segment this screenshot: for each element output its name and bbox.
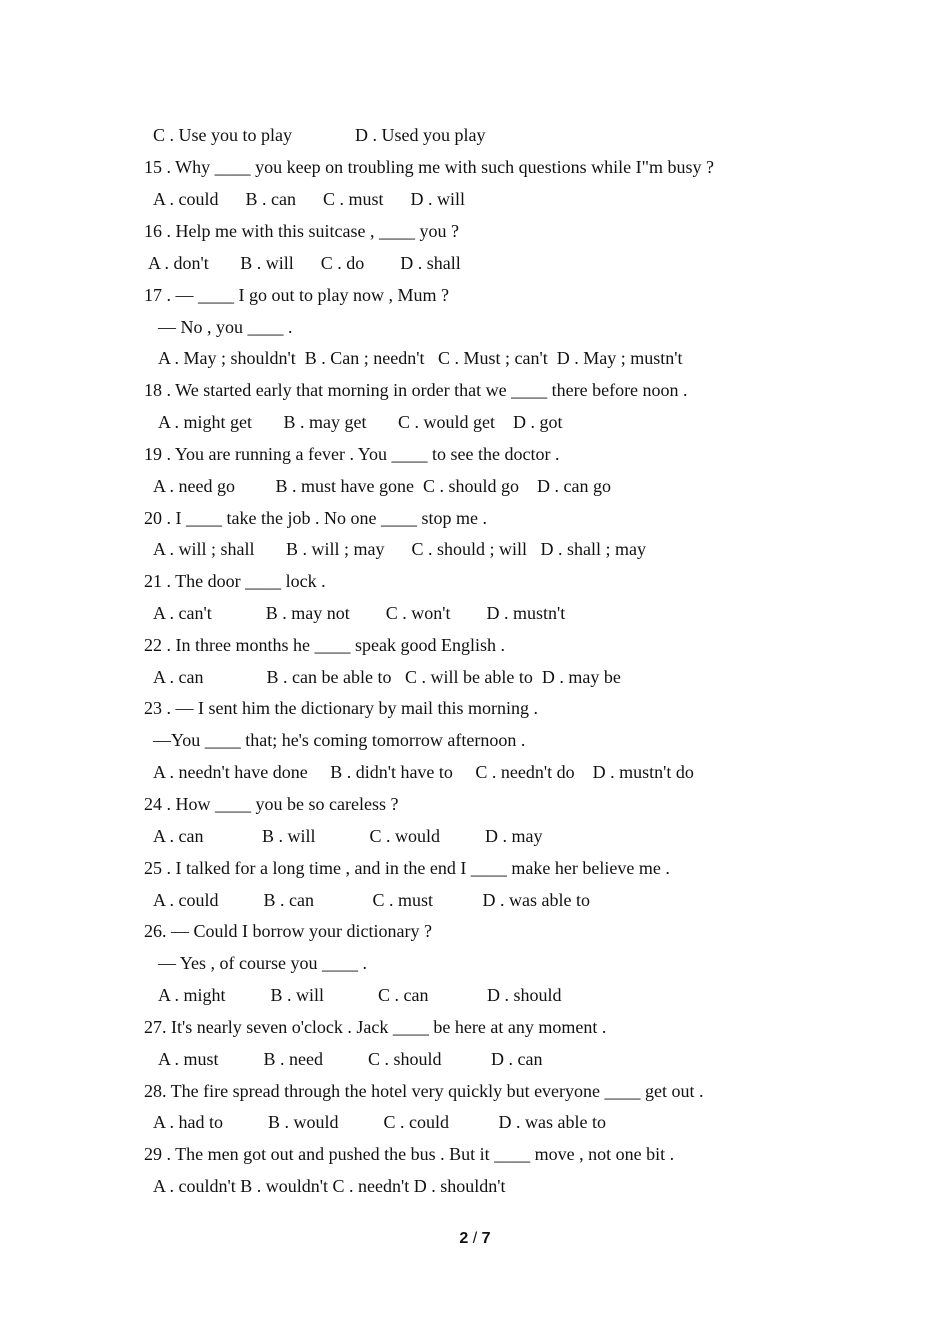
option-line-26: A . might B . will C . can D . should [158,985,562,1005]
option-line-16: A . don't B . will C . do D . shall [148,253,461,273]
option-line-15: A . could B . can C . must D . will [153,189,465,209]
option-line-20: A . will ; shall B . will ; may C . should ; will D . shall ; may [153,539,647,559]
question-22: 22 . In three months he ____ speak good English . [144,635,505,655]
option-line-23: A . needn't have done B . didn't have to C . needn't do D . mustn't do [153,762,694,782]
option-line-19: A . need go B . must have gone C . should go D . can go [153,476,611,496]
page-separator: / [472,1230,478,1247]
option-line-29: A . couldn't B . wouldn't C . needn't D . shouldn't [153,1176,506,1196]
question-26-reply: — Yes , of course you ____ . [158,953,367,973]
question-17: 17 . — ____ I go out to play now , Mum ? [144,285,449,305]
option-line-25: A . could B . can C . must D . was able to [153,890,590,910]
question-23: 23 . — I sent him the dictionary by mail this morning . [144,698,538,718]
option-line-24: A . can B . will C . would D . may [153,826,543,846]
question-27: 27. It's nearly seven o'clock . Jack ____ be here at any moment . [144,1017,607,1037]
option-line-27: A . must B . need C . should D . can [158,1049,543,1069]
question-19: 19 . You are running a fever . You ____ to see the doctor . [144,444,560,464]
question-24: 24 . How ____ you be so careless ? [144,794,399,814]
question-17-reply: — No , you ____ . [158,317,293,337]
option-line-21: A . can't B . may not C . won't D . mustn't [153,603,566,623]
question-28: 28. The fire spread through the hotel very quickly but everyone ____ get out . [144,1081,704,1101]
option-line-28: A . had to B . would C . could D . was able to [153,1112,606,1132]
question-23-reply: —You ____ that; he's coming tomorrow afternoon . [153,730,526,750]
question-21: 21 . The door ____ lock . [144,571,326,591]
option-line-14: C . Use you to play D . Used you play [153,125,486,145]
question-25: 25 . I talked for a long time , and in the end I ____ make her believe me . [144,858,670,878]
option-line-17: A . May ; shouldn't B . Can ; needn't C . Must ; can't D . May ; mustn't [158,348,683,368]
question-29: 29 . The men got out and pushed the bus . But it ____ move , not one bit . [144,1144,675,1164]
question-15: 15 . Why ____ you keep on troubling me with such questions while I"m busy ? [144,157,714,177]
page-number [0,1228,950,1250]
question-26: 26. — Could I borrow your dictionary ? [144,921,432,941]
option-line-22: A . can B . can be able to C . will be able to D . may be [153,667,621,687]
question-20: 20 . I ____ take the job . No one ____ stop me . [144,508,487,528]
current-page: 2 [459,1230,469,1247]
question-16: 16 . Help me with this suitcase , ____ you ? [144,221,459,241]
question-18: 18 . We started early that morning in order that we ____ there before noon . [144,380,688,400]
option-line-18: A . might get B . may get C . would get D . got [158,412,563,432]
total-pages: 7 [481,1230,491,1247]
